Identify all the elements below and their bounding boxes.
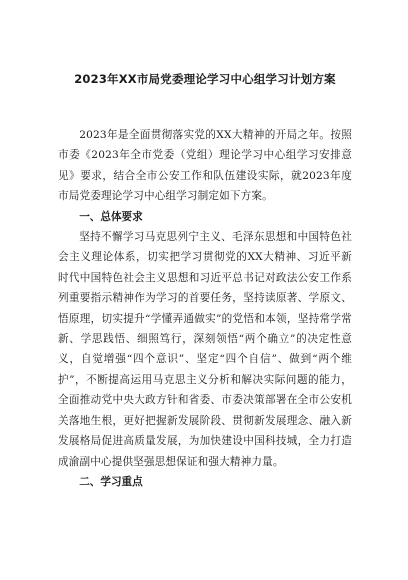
document-title: 2023年XX市局党委理论学习中心组学习计划方案 (74, 72, 336, 86)
section-heading-study-focus: 二、学习重点 (79, 475, 143, 488)
general-requirements-paragraph: 坚持不懈学习马克思列宁主义、毛泽东思想和中国特色社会主义理论体系，切实把学习贯彻党的XX大精神、习近平新时代中国特色社会主义思想和习近平总书记对政法公安工作系列重要指示精神作为学习的首要任务，坚持读原著、学原文、悟原理，切实提升“学懂弄通做实”的党悟和本领，坚持常学常新、学思践悟、细照笃行，深刻领悟“两个确立”的决定性意义，自觉增强“四个意识”、坚定“四个自信”、做到“两个维护”，不断提高运用马克思主义分析和解决实际问题的能力，全面推动党中央大政方针和省委、市委决策部署在全市公安机关落地生根，更好把握新发展阶段、贯彻新发展理念、融入新发展格局促进高质量发展，为加快建设中国科技城，全力打造成渝副中心提供坚强思想保证和强大精神力量。 (58, 231, 352, 468)
intro-paragraph: 2023年是全面贯彻落实党的XX大精神的开局之年。按照市委《2023年全市党委（党组）理论学习中心组学习安排意见》要求，结合全市公安工作和队伍建设实际，就2023年度市局党委理论学习中心组学习制定如下方案。 (58, 129, 352, 203)
section-heading-general-requirements: 一、总体要求 (79, 210, 143, 223)
